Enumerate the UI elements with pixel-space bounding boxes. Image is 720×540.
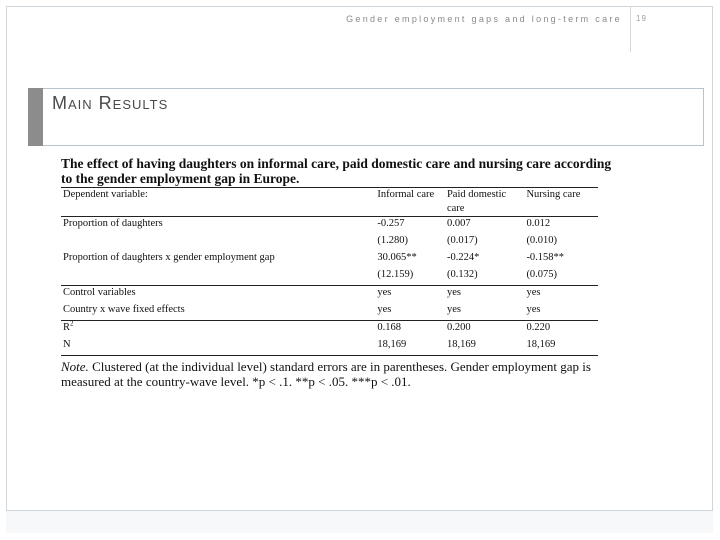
- cell-value: yes: [445, 286, 524, 304]
- page-number: 19: [636, 14, 647, 23]
- row-label: Proportion of daughters: [63, 218, 163, 229]
- header-nursing-care: Nursing care: [524, 188, 598, 217]
- table-row: [61, 251, 598, 268]
- cell-value: -0.158**: [526, 252, 565, 263]
- slide-title: Main Results: [52, 93, 169, 113]
- header-paid-domestic-care: Paid domestic care: [445, 188, 524, 217]
- row-label: Proportion of daughters x gender employment gap: [63, 252, 275, 263]
- table-row: [61, 286, 598, 304]
- note-text: Clustered (at the individual level) standard errors are in parentheses. Gender employment gap is measured at the country-wave level. *p < .1. **p < .05. ***p < .01.: [61, 359, 591, 389]
- table-header-row: [61, 188, 598, 217]
- presentation-title: Gender employment gaps and long-term care: [346, 14, 622, 24]
- table-caption: The effect of having daughters on informal care, paid domestic care and nursing care according to the gender employment gap in Europe.: [61, 156, 612, 186]
- cell-value: yes: [375, 303, 445, 321]
- results-table: [61, 187, 598, 356]
- cell-value: 0.012: [526, 218, 551, 229]
- table-row: [61, 217, 598, 235]
- cell-value: 30.065**: [377, 252, 417, 263]
- cell-value: (1.280): [377, 235, 408, 246]
- table-row: [61, 268, 598, 286]
- table-row: [61, 338, 598, 356]
- cell-value: 18,169: [524, 338, 598, 356]
- cell-value: yes: [524, 303, 598, 321]
- cell-value: 0.220: [526, 322, 551, 333]
- title-accent-bar: [28, 88, 43, 146]
- cell-value: 18,169: [445, 338, 524, 356]
- cell-value: 0.168: [377, 322, 401, 333]
- cell-value: (0.075): [526, 269, 558, 280]
- table-row: [61, 234, 598, 251]
- cell-value: 18,169: [375, 338, 445, 356]
- row-label: [61, 234, 375, 251]
- header-divider: [630, 6, 631, 52]
- note-label: Note.: [61, 359, 89, 374]
- r-squared-superscript: 2: [70, 319, 74, 328]
- row-label: Control variables: [61, 286, 375, 304]
- cell-value: (0.017): [446, 235, 478, 246]
- cell-value: yes: [445, 303, 524, 321]
- r-squared-label: R: [63, 322, 71, 333]
- cell-value: (12.159): [377, 269, 414, 280]
- cell-value: 0.200: [446, 322, 471, 333]
- row-label: Country x wave fixed effects: [61, 303, 375, 321]
- cell-value: yes: [524, 286, 598, 304]
- results-table-area: [61, 156, 621, 389]
- table-note: [61, 359, 621, 389]
- row-label: N: [61, 338, 375, 356]
- row-label: [61, 268, 375, 286]
- cell-value: (0.132): [446, 269, 478, 280]
- cell-value: yes: [375, 286, 445, 304]
- header-dependent-variable: Dependent variable:: [61, 188, 375, 217]
- cell-value: -0.224*: [446, 252, 480, 263]
- cell-value: -0.257: [377, 218, 405, 229]
- header-informal-care: Informal care: [375, 188, 445, 217]
- footer-strip: [6, 510, 713, 533]
- table-row: [61, 321, 598, 339]
- row-label: [61, 321, 375, 339]
- cell-value: 0.007: [446, 218, 471, 229]
- table-row: [61, 303, 598, 321]
- cell-value: (0.010): [526, 235, 558, 246]
